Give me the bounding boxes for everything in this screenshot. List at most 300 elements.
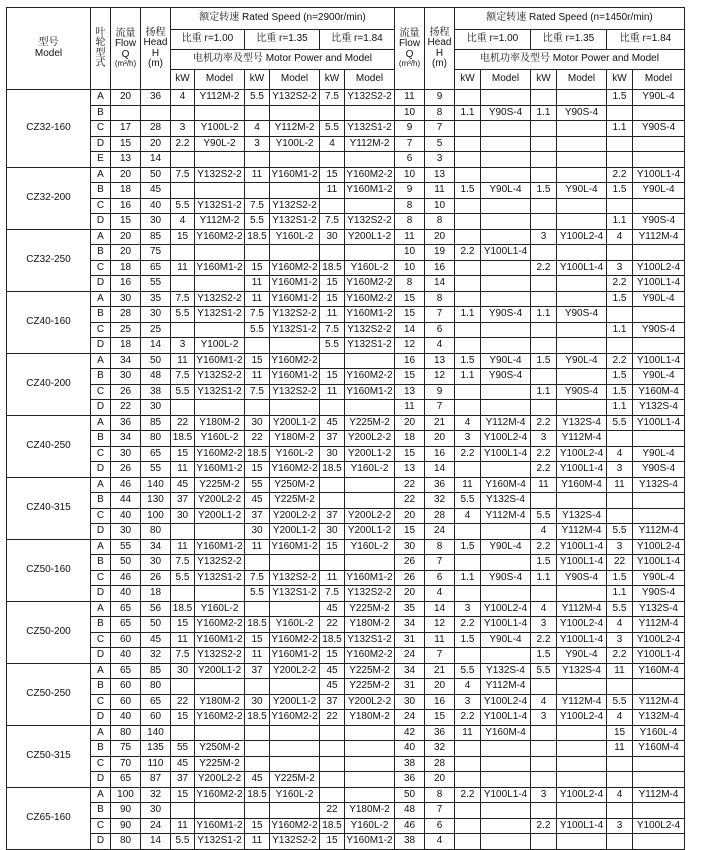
table-row	[7, 818, 685, 834]
kw-2900-184-cell	[320, 477, 345, 493]
kw-1450-184-cell	[607, 493, 633, 509]
kw-2900-100-cell: 11	[171, 462, 195, 478]
flow-cell	[111, 105, 141, 121]
kw-2900-184-cell: 11	[320, 307, 345, 323]
head-cell: 65	[141, 260, 171, 276]
head-1450-cell: 20	[425, 679, 455, 695]
kw-1450-184-cell: 5.5	[607, 415, 633, 431]
motor-1450-100-cell: Y160M-4	[481, 477, 531, 493]
kw-1450-135-cell	[531, 121, 557, 137]
kw-2900-135-cell: 11	[245, 539, 270, 555]
kw-2900-184-cell: 37	[320, 431, 345, 447]
motor-1450-135-cell	[557, 679, 607, 695]
kw-2900-135-cell: 5.5	[245, 90, 270, 106]
motor-1450-135-cell: Y100L1-4	[557, 462, 607, 478]
motor-1450-135-cell: Y100L2-4	[557, 229, 607, 245]
kw-2900-100-cell: 5.5	[171, 384, 195, 400]
motor-2900-100-cell	[195, 322, 245, 338]
motor-2900-100-cell: Y250M-2	[195, 741, 245, 757]
motor-2900-184-cell	[345, 105, 395, 121]
motor-1450-135-cell	[557, 586, 607, 602]
kw-2900-135-cell	[245, 803, 270, 819]
flow-cell: 60	[111, 694, 141, 710]
kw-1450-184-cell: 2.2	[607, 353, 633, 369]
kw-2900-135-cell: 7.5	[245, 307, 270, 323]
kw-2900-135-cell: 18.5	[245, 617, 270, 633]
motor-1450-184-cell: Y100L1-4	[633, 353, 685, 369]
motor-2900-184-cell: Y200L2-2	[345, 431, 395, 447]
kw-1450-184-cell: 1.1	[607, 586, 633, 602]
motor-1450-184-cell	[633, 105, 685, 121]
kw-2900-135-cell: 15	[245, 260, 270, 276]
table-row	[7, 90, 685, 106]
head-1450-cell: 21	[425, 663, 455, 679]
kw-2900-184-cell: 22	[320, 617, 345, 633]
kw-1450-100-cell: 2.2	[455, 787, 481, 803]
flow-1450-cell: 31	[395, 632, 425, 648]
motor-1450-184-cell: Y112M-4	[633, 229, 685, 245]
kw-1450-135-cell	[531, 214, 557, 230]
impeller-cell: B	[91, 307, 111, 323]
kw-1450-100-cell	[455, 276, 481, 292]
kw-2900-135-cell: 15	[245, 353, 270, 369]
flow-1450-cell: 35	[395, 601, 425, 617]
motor-1450-184-cell: Y160M-4	[633, 663, 685, 679]
flow-cell: 46	[111, 477, 141, 493]
flow-1450-cell: 50	[395, 787, 425, 803]
kw-2900-184-cell: 5.5	[320, 338, 345, 354]
kw-1450-135-cell	[531, 586, 557, 602]
kw-1450-184-cell	[607, 307, 633, 323]
motor-1450-135-cell	[557, 136, 607, 152]
impeller-cell: D	[91, 338, 111, 354]
flow-cell: 40	[111, 508, 141, 524]
kw-1450-184-cell: 3	[607, 539, 633, 555]
head-cell: 80	[141, 524, 171, 540]
kw-1450-135-cell	[531, 152, 557, 168]
flow-header: 流量 Flow Q (m³/h)	[111, 8, 141, 90]
kw-1450-184-cell	[607, 338, 633, 354]
motor-1450-184-cell: Y100L2-4	[633, 260, 685, 276]
flow-1450-cell: 26	[395, 570, 425, 586]
head-1450-cell: 3	[425, 152, 455, 168]
head-cell: 18	[141, 586, 171, 602]
motor-1450-100-cell	[481, 834, 531, 850]
table-row	[7, 710, 685, 726]
head-cell: 24	[141, 818, 171, 834]
kw-2900-135-cell: 55	[245, 477, 270, 493]
motor-1450-184-cell	[633, 803, 685, 819]
head-1450-cell: 16	[425, 260, 455, 276]
kw-1450-135-cell: 1.5	[531, 648, 557, 664]
kw-2900-100-cell: 15	[171, 446, 195, 462]
kw-2900-184-cell: 45	[320, 415, 345, 431]
motor-1450-184-cell: Y90S-4	[633, 322, 685, 338]
motor-2900-135-cell: Y160L-2	[270, 617, 320, 633]
motor-2900-100-cell: Y132S2-2	[195, 167, 245, 183]
head-cell: 25	[141, 322, 171, 338]
motor-1450-135-cell	[557, 741, 607, 757]
flow-1450-cell: 38	[395, 834, 425, 850]
kw-1450-100-cell	[455, 338, 481, 354]
kw-1450-135-cell	[531, 756, 557, 772]
motor-2900-100-cell: Y200L2-2	[195, 772, 245, 788]
kw-1450-135-cell: 1.5	[531, 555, 557, 571]
kw-1450-135-cell: 2.2	[531, 462, 557, 478]
kw-1450-184-cell: 5.5	[607, 524, 633, 540]
motor-1450-184-cell	[633, 136, 685, 152]
kw-2900-135-cell	[245, 555, 270, 571]
head-cell: 85	[141, 229, 171, 245]
kw-1450-135-cell: 1.1	[531, 105, 557, 121]
flow-1450-cell: 10	[395, 245, 425, 261]
motor-2900-135-cell: Y160M2-2	[270, 260, 320, 276]
table-row	[7, 105, 685, 121]
motor-1450-184-cell: Y90S-4	[633, 462, 685, 478]
head-1450-cell: 12	[425, 617, 455, 633]
head-cell: 32	[141, 648, 171, 664]
motor-1450-184-cell: Y132S-4	[633, 400, 685, 416]
kw-2900-184-cell: 18.5	[320, 818, 345, 834]
impeller-cell: E	[91, 152, 111, 168]
kw-2900-184-cell: 11	[320, 183, 345, 199]
head-1450-cell: 14	[425, 462, 455, 478]
kw-2900-100-cell	[171, 322, 195, 338]
kw-1450-184-cell: 11	[607, 741, 633, 757]
impeller-cell: D	[91, 710, 111, 726]
kw-1450-135-cell	[531, 291, 557, 307]
kw-1450-184-cell	[607, 756, 633, 772]
kw-1450-184-cell: 1.5	[607, 570, 633, 586]
kw-2900-100-cell: 3	[171, 121, 195, 137]
motor-2900-135-cell	[270, 338, 320, 354]
impeller-cell: C	[91, 508, 111, 524]
kw-1450-100-cell	[455, 586, 481, 602]
kw-2900-184-cell: 7.5	[320, 214, 345, 230]
kw-2900-184-cell: 18.5	[320, 260, 345, 276]
kw-2900-135-cell	[245, 601, 270, 617]
kw-1450-135-cell	[531, 136, 557, 152]
kw-1450-100-cell	[455, 136, 481, 152]
kw-1450-184-cell: 11	[607, 663, 633, 679]
flow-1450-cell: 34	[395, 617, 425, 633]
flow-1450-cell: 30	[395, 694, 425, 710]
motor-2900-184-cell: Y160M1-2	[345, 570, 395, 586]
table-row	[7, 307, 685, 323]
kw-2900-100-cell: 5.5	[171, 570, 195, 586]
head-1450-cell: 12	[425, 369, 455, 385]
kw-2900-100-cell	[171, 152, 195, 168]
head-cell: 26	[141, 570, 171, 586]
motor-2900-100-cell: Y160M1-2	[195, 632, 245, 648]
kw-1450-184-cell: 11	[607, 477, 633, 493]
motor-2900-100-cell: Y112M-2	[195, 90, 245, 106]
motor-2900-100-cell: Y160M2-2	[195, 446, 245, 462]
kw-1450-184-cell: 3	[607, 818, 633, 834]
kw-2900-100-cell: 30	[171, 508, 195, 524]
head-1450-cell: 11	[425, 632, 455, 648]
flow-cell: 70	[111, 756, 141, 772]
impeller-cell: D	[91, 400, 111, 416]
pump-spec-table	[6, 7, 685, 850]
motor-2900-100-cell: Y180M-2	[195, 415, 245, 431]
motor-2900-135-cell: Y160M1-2	[270, 276, 320, 292]
sg-184-header: 比重 r=1.84	[320, 30, 395, 50]
sg-100-header-1450: 比重 r=1.00	[455, 30, 531, 50]
kw-1450-100-cell: 5.5	[455, 663, 481, 679]
motor-2900-184-cell: Y132S2-2	[345, 214, 395, 230]
motor-1450-184-cell: Y160L-4	[633, 725, 685, 741]
head-1450-cell: 32	[425, 493, 455, 509]
head-cell: 45	[141, 183, 171, 199]
motor-1450-184-cell: Y90L-4	[633, 183, 685, 199]
flow-cell: 100	[111, 787, 141, 803]
motor-2900-100-cell: Y112M-2	[195, 214, 245, 230]
impeller-cell: D	[91, 586, 111, 602]
head-cell: 140	[141, 725, 171, 741]
impeller-cell: A	[91, 787, 111, 803]
kw-1450-135-cell	[531, 90, 557, 106]
speed-1450-header: 额定转速 Rated Speed (n=1450r/min)	[455, 8, 685, 30]
kw-2900-184-cell: 15	[320, 167, 345, 183]
motor-1450-184-cell	[633, 679, 685, 695]
kw-2900-184-cell: 45	[320, 601, 345, 617]
kw-1450-100-cell: 3	[455, 431, 481, 447]
kw-2900-100-cell: 3	[171, 338, 195, 354]
flow-cell: 34	[111, 431, 141, 447]
motor-2900-184-cell	[345, 787, 395, 803]
motor-2900-184-cell	[345, 756, 395, 772]
flow-cell: 30	[111, 446, 141, 462]
motor-1450-100-cell: Y90L-4	[481, 353, 531, 369]
motor-2900-100-cell: Y132S2-2	[195, 555, 245, 571]
kw-2900-184-cell	[320, 493, 345, 509]
kw-1450-184-cell: 5.5	[607, 694, 633, 710]
motor-2900-184-cell: Y200L2-2	[345, 508, 395, 524]
kw-1450-184-cell	[607, 105, 633, 121]
kw-1450-135-cell	[531, 679, 557, 695]
head-cell: 38	[141, 384, 171, 400]
motor-1450-100-cell	[481, 586, 531, 602]
kw-1450-184-cell	[607, 136, 633, 152]
kw-1450-100-cell	[455, 322, 481, 338]
motor-2900-135-cell: Y200L1-2	[270, 694, 320, 710]
kw-2900-100-cell: 7.5	[171, 555, 195, 571]
motor-2900-184-cell	[345, 555, 395, 571]
flow-1450-cell: 10	[395, 105, 425, 121]
kw-2900-135-cell: 45	[245, 493, 270, 509]
flow-cell: 30	[111, 524, 141, 540]
flow-1450-cell: 18	[395, 431, 425, 447]
motor-1450-135-cell	[557, 322, 607, 338]
motor-1450-100-cell: Y90L-4	[481, 539, 531, 555]
motor-2900-135-cell: Y225M-2	[270, 493, 320, 509]
head-1450-cell: 20	[425, 431, 455, 447]
motor-2900-100-cell: Y160M2-2	[195, 617, 245, 633]
motor-1450-135-cell	[557, 338, 607, 354]
motor-2900-135-cell	[270, 601, 320, 617]
impeller-cell: A	[91, 539, 111, 555]
flow-cell: 26	[111, 384, 141, 400]
head-cell: 30	[141, 803, 171, 819]
kw-1450-184-cell: 2.2	[607, 276, 633, 292]
kw-1450-100-cell	[455, 214, 481, 230]
head-1450-cell: 21	[425, 415, 455, 431]
motor-1450-184-cell: Y100L2-4	[633, 818, 685, 834]
motor-1450-184-cell	[633, 493, 685, 509]
kw-1450-100-cell	[455, 90, 481, 106]
motor-1450-184-cell	[633, 307, 685, 323]
kw-1450-135-cell: 4	[531, 694, 557, 710]
flow-cell: 65	[111, 617, 141, 633]
table-row	[7, 400, 685, 416]
head-1450-cell: 11	[425, 183, 455, 199]
impeller-cell: B	[91, 105, 111, 121]
motor-2900-184-cell: Y200L1-2	[345, 524, 395, 540]
kw-1450-100-cell	[455, 400, 481, 416]
flow-cell: 44	[111, 493, 141, 509]
motor-2900-135-cell: Y250M-2	[270, 477, 320, 493]
kw-1450-135-cell: 5.5	[531, 508, 557, 524]
motor-1450-100-cell	[481, 167, 531, 183]
flow-1450-cell: 30	[395, 539, 425, 555]
model-col-header: Model	[481, 70, 531, 90]
kw-1450-184-cell	[607, 772, 633, 788]
motor-2900-135-cell: Y160M1-2	[270, 291, 320, 307]
flow-cell: 65	[111, 601, 141, 617]
motor-1450-100-cell	[481, 555, 531, 571]
motor-1450-100-cell	[481, 90, 531, 106]
motor-1450-135-cell: Y100L1-4	[557, 555, 607, 571]
kw-1450-135-cell: 3	[531, 229, 557, 245]
head-cell: 28	[141, 121, 171, 137]
flow-1450-cell: 24	[395, 648, 425, 664]
head-1450-cell: 7	[425, 400, 455, 416]
motor-1450-100-cell: Y160M-4	[481, 725, 531, 741]
kw-2900-184-cell: 30	[320, 524, 345, 540]
kw-1450-100-cell: 4	[455, 508, 481, 524]
motor-1450-100-cell	[481, 214, 531, 230]
head-cell: 87	[141, 772, 171, 788]
kw-2900-184-cell	[320, 725, 345, 741]
motor-1450-100-cell	[481, 400, 531, 416]
motor-2900-135-cell: Y132S1-2	[270, 586, 320, 602]
kw-2900-135-cell: 37	[245, 508, 270, 524]
flow-1450-cell: 11	[395, 400, 425, 416]
kw-1450-184-cell: 5.5	[607, 601, 633, 617]
kw-1450-135-cell	[531, 245, 557, 261]
motor-1450-100-cell: Y90S-4	[481, 307, 531, 323]
motor-1450-184-cell: Y112M-4	[633, 787, 685, 803]
flow-header-1450: 流量 Flow Q (m³/h)	[395, 8, 425, 90]
kw-1450-100-cell	[455, 260, 481, 276]
kw-2900-184-cell	[320, 772, 345, 788]
kw-2900-184-cell: 37	[320, 508, 345, 524]
head-1450-cell: 28	[425, 508, 455, 524]
kw-2900-100-cell	[171, 586, 195, 602]
motor-2900-135-cell: Y160M2-2	[270, 462, 320, 478]
head-cell: 56	[141, 601, 171, 617]
kw-2900-100-cell	[171, 679, 195, 695]
motor-2900-135-cell: Y160M2-2	[270, 632, 320, 648]
kw-2900-100-cell: 5.5	[171, 307, 195, 323]
kw-1450-135-cell: 2.2	[531, 632, 557, 648]
motor-2900-184-cell	[345, 741, 395, 757]
motor-2900-135-cell	[270, 679, 320, 695]
head-cell: 50	[141, 167, 171, 183]
head-cell: 45	[141, 632, 171, 648]
flow-cell: 18	[111, 183, 141, 199]
motor-2900-100-cell	[195, 152, 245, 168]
kw-2900-135-cell	[245, 338, 270, 354]
kw-1450-100-cell: 1.5	[455, 353, 481, 369]
kw-1450-135-cell: 2.2	[531, 818, 557, 834]
motor-2900-184-cell: Y160M2-2	[345, 648, 395, 664]
motor-2900-184-cell: Y200L1-2	[345, 229, 395, 245]
motor-2900-184-cell: Y180M-2	[345, 803, 395, 819]
motor-1450-184-cell: Y100L2-4	[633, 632, 685, 648]
motor-2900-100-cell: Y160M2-2	[195, 710, 245, 726]
table-row	[7, 477, 685, 493]
head-cell: 100	[141, 508, 171, 524]
table-row	[7, 229, 685, 245]
kw-2900-100-cell	[171, 276, 195, 292]
kw-2900-184-cell: 45	[320, 663, 345, 679]
flow-cell: 46	[111, 570, 141, 586]
kw-2900-100-cell: 4	[171, 90, 195, 106]
flow-1450-cell: 24	[395, 710, 425, 726]
head-cell: 85	[141, 415, 171, 431]
motor-1450-100-cell: Y90S-4	[481, 570, 531, 586]
head-1450-cell: 7	[425, 555, 455, 571]
kw-2900-100-cell	[171, 245, 195, 261]
model-cell: CZ40-160	[7, 291, 91, 353]
kw-2900-100-cell: 37	[171, 772, 195, 788]
head-1450-cell: 7	[425, 648, 455, 664]
flow-1450-cell: 40	[395, 741, 425, 757]
head-1450-cell: 20	[425, 772, 455, 788]
kw-1450-135-cell	[531, 369, 557, 385]
flow-1450-cell: 20	[395, 415, 425, 431]
kw-2900-100-cell	[171, 725, 195, 741]
motor-2900-184-cell: Y132S1-2	[345, 338, 395, 354]
kw-2900-184-cell: 22	[320, 803, 345, 819]
kw-2900-100-cell: 15	[171, 229, 195, 245]
motor-1450-135-cell	[557, 369, 607, 385]
head-1450-cell: 13	[425, 353, 455, 369]
head-1450-cell: 8	[425, 214, 455, 230]
motor-2900-184-cell	[345, 772, 395, 788]
motor-2900-184-cell: Y225M-2	[345, 663, 395, 679]
motor-2900-135-cell	[270, 245, 320, 261]
kw-1450-100-cell	[455, 198, 481, 214]
kw-1450-135-cell	[531, 276, 557, 292]
table-row	[7, 648, 685, 664]
kw-2900-135-cell: 30	[245, 524, 270, 540]
kw-2900-135-cell: 7.5	[245, 198, 270, 214]
table-row	[7, 338, 685, 354]
flow-1450-cell: 10	[395, 167, 425, 183]
motor-1450-135-cell: Y100L1-4	[557, 818, 607, 834]
kw-1450-184-cell: 1.5	[607, 291, 633, 307]
flow-cell: 34	[111, 353, 141, 369]
head-1450-cell: 36	[425, 477, 455, 493]
motor-2900-184-cell: Y160M2-2	[345, 167, 395, 183]
motor-2900-135-cell	[270, 555, 320, 571]
head-cell: 55	[141, 276, 171, 292]
impeller-cell: A	[91, 477, 111, 493]
motor-2900-184-cell	[345, 725, 395, 741]
